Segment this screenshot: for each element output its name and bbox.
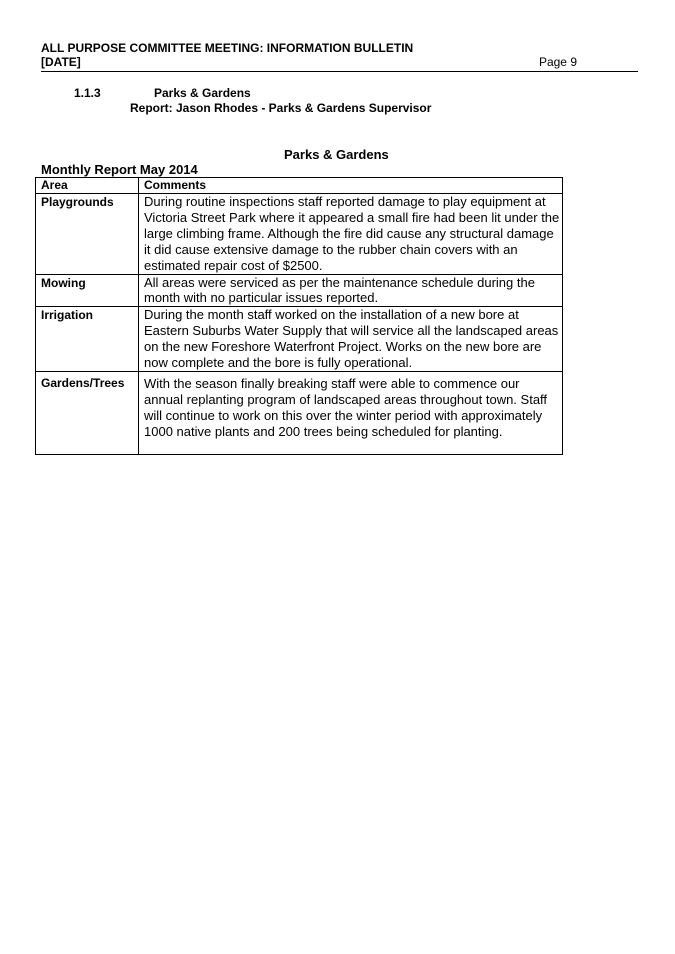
column-header-area: Area [36,178,139,194]
section-title: Parks & Gardens [154,86,251,100]
table-row [36,274,563,307]
report-heading: Parks & Gardens [284,147,389,162]
area-cell: Playgrounds [36,194,139,275]
monthly-report-title: Monthly Report May 2014 [41,162,198,177]
comment-cell: During the month staff worked on the installation of a new bore at Eastern Suburbs Water Supply that will service all the landscaped areas on the new Foreshore Waterfront Project. Works on the new bore are now complete and the bore is fully operational. [139,307,563,372]
monthly-report-table [35,177,563,455]
page-header [41,41,638,72]
table-row [36,307,563,372]
bulletin-date: [DATE] [41,55,81,69]
column-header-comments: Comments [139,178,563,194]
bulletin-title: ALL PURPOSE COMMITTEE MEETING: INFORMATION BULLETIN [41,41,414,55]
area-cell: Mowing [36,274,139,307]
area-cell: Irrigation [36,307,139,372]
comment-cell: All areas were serviced as per the maintenance schedule during the month with no particular issues reported. [139,274,563,307]
page-number: Page 9 [538,55,577,69]
report-author-line: Report: Jason Rhodes - Parks & Gardens Supervisor [130,101,432,115]
comment-cell: During routine inspections staff reported damage to play equipment at Victoria Street Park where it appeared a small fire had been lit under the large climbing frame. Although the fire did cause any structural damage it did cause extensive damage to the rubber chain covers with an estimated repair cost of $2500. [139,194,563,275]
table-header-row [36,178,563,194]
comment-cell: With the season finally breaking staff were able to commence our annual replanting program of landscaped areas throughout town. Staff will continue to work on this over the winter period with approximately 1000 native plants and 200 trees being scheduled for planting. [139,371,563,454]
section-number: 1.1.3 [74,86,101,100]
area-cell: Gardens/Trees [36,371,139,454]
table-row [36,194,563,275]
table-row [36,371,563,454]
